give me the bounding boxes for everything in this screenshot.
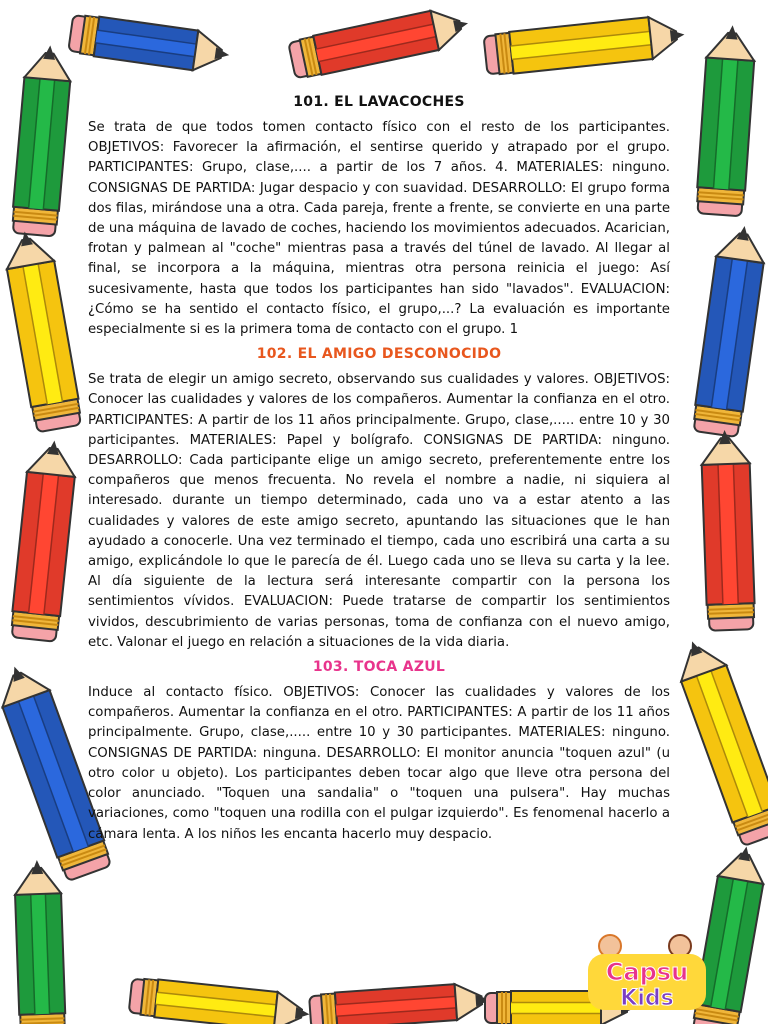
pencil-left-yellow xyxy=(1,227,83,432)
pencil-left-green-2 xyxy=(14,859,66,1024)
logo-line2: Kids xyxy=(620,986,674,1011)
section-body-lavacoches: Se trata de que todos tomen contacto físico con el resto de los participantes. OBJETIVOS: Favorecer la afirmación, el sentirse querido y atrapado por el grupo. PARTICIPANTES: Grupo, clase,.... a partir de los 7 años. 4. MATERIALES: ninguno. CONSIGNAS DE PARTIDA: Jugar despacio y con suavidad. DESARROLLO: El grupo forma dos filas, mirándose una a otra. Cada pareja, frente a frente, se convierte en una parte de una máquina de lavado de coches, haciendo los movimientos adecuados. Acarician, frotan y palmean al "coche" mientras pasa a través del túnel de lavado. Al llegar al final, se incorpora a la máquina, mientras otra persona reinicia el juego: Así sucesivamente, hasta que todos los participantes han sido "lavados". EVALUACION: ¿Cómo se ha sentido el contacto físico, el grupo,...? La evaluación es importante especialmente si es la primera toma de contacto con el grupo. 1 xyxy=(88,120,670,338)
section-title-amigo-desconocido: 102. EL AMIGO DESCONOCIDO xyxy=(256,346,502,363)
pencil-right-blue xyxy=(692,223,768,438)
document-body xyxy=(88,90,670,851)
pencil-right-red xyxy=(701,429,756,631)
pencil-top-red xyxy=(288,4,472,81)
pencil-top-blue xyxy=(68,13,232,75)
section-body-toca-azul: Induce al contacto físico. OBJETIVOS: Conocer las cualidades y valores de los compañeros. Aumentar la confianza en el otro. PARTICIPANTES: A partir de los 11 años principalmente. Grupo, clase,..... entre 10 y 30 participantes. MATERIALES: ninguno. CONSIGNAS DE PARTIDA: ninguna. DESARROLLO: El monitor anuncia "toquen azul" (u otro color u objeto). Los participantes deben tocar algo que lleve otra persona del color anunciado. "Toquen una sandalia" o "toquen una pulsera". Hay muchas variaciones, como "toquen una rodilla con el pulgar izquierdo". Es fenomenal hacerlo a cámara lenta. A los niños les encanta hacerlo muy despacio. xyxy=(88,685,670,842)
pencil-left-green xyxy=(11,43,73,236)
pencil-left-red xyxy=(10,438,79,642)
pencil-right-yellow xyxy=(670,633,768,847)
capsu-kids-logo xyxy=(582,932,712,1012)
pencil-bottom-red xyxy=(309,982,491,1024)
section-title-lavacoches: 101. EL LAVACOCHES xyxy=(293,94,465,110)
section-body-amigo-desconocido: Se trata de elegir un amigo secreto, observando sus cualidades y valores. OBJETIVOS: Conocer las cualidades y valores de los compañeros. Aumentar la confianza en el otro. PARTICIPANTES: A partir de los 11 años principalmente. Grupo, clase,..... entre 10 y 30 participantes. MATERIALES: Papel y bolígrafo. CONSIGNAS DE PARTIDA: ninguno. DESARROLLO: Cada participante elige un amigo secreto, preferentemente entre los compañeros que menos frecuenta. No revela el nombre a nadie, ni siquiera al interesado. durante un tiempo determinado, cada uno va a estar atento a las cualidades y valores de este amigo secreto, apuntando las situaciones que le han ayudado a conocerle. Una vez terminado el tiempo, cada uno escribirá una carta a su amigo, explicándole lo que le parecía de él. Luego cada uno se lleva su carta y la lee. Al día siguiente de la lectura será interesante compartir con la persona los sentimientos vívidos. EVALUACION: Puede tratarse de compartir los sentimientos vividos, descubrimiento de varias personas, toma de confianza con el nuevo amigo, etc. Valonar el juego en relación a situaciones de la vida diaria. xyxy=(88,372,670,650)
logo-line1: Capsu xyxy=(605,958,689,986)
section-title-toca-azul: 103. TOCA AZUL xyxy=(312,659,446,676)
pencil-top-yellow xyxy=(483,14,686,77)
pencil-right-green xyxy=(695,24,756,217)
pencil-bottom-yellow xyxy=(129,977,312,1024)
